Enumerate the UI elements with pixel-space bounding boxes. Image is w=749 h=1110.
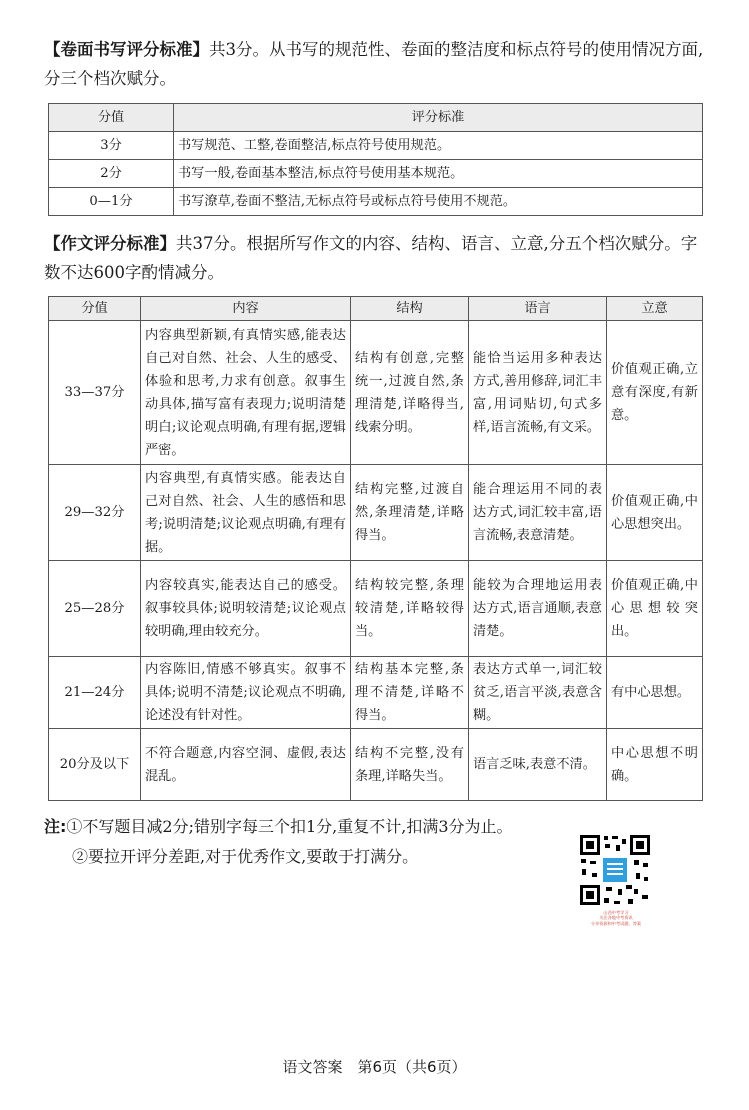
table-row bbox=[49, 561, 703, 657]
criteria-cell: 书写潦草,卷面不整洁,无标点符号或标点符号使用不规范。 bbox=[174, 188, 703, 216]
language-cell: 语言乏味,表意不清。 bbox=[469, 729, 607, 801]
content-cell: 内容典型新颖,有真情实感,能表达自己对自然、社会、人生的感受、体验和思考,力求有创意。叙事生动具体,描写富有表现力;说明清楚明白;议论观点明确,有理有据,逻辑严密。 bbox=[141, 321, 351, 465]
note-2: ②要拉开评分差距,对于优秀作文,要敢于打满分。 bbox=[72, 847, 419, 866]
essay-standard-title: 【作文评分标准】 bbox=[44, 234, 176, 253]
score-cell: 29—32分 bbox=[49, 465, 141, 561]
score-cell: 21—24分 bbox=[49, 657, 141, 729]
qr-caption-line: 关注各地中考资讯 bbox=[599, 915, 633, 921]
score-cell: 20分及以下 bbox=[49, 729, 141, 801]
language-cell: 能合理运用不同的表达方式,词汇较丰富,语言流畅,表意清楚。 bbox=[469, 465, 607, 561]
table-header-row bbox=[49, 297, 703, 321]
idea-cell: 价值观正确,中心思想较突出。 bbox=[607, 561, 703, 657]
writing-score-table bbox=[48, 103, 703, 216]
idea-cell: 中心思想不明确。 bbox=[607, 729, 703, 801]
qr-caption-line: 山西中考学习 bbox=[603, 910, 629, 915]
note-label: 注: bbox=[44, 817, 67, 836]
score-cell: 2分 bbox=[49, 160, 174, 188]
header-score: 分值 bbox=[49, 297, 141, 321]
header-idea: 立意 bbox=[607, 297, 703, 321]
writing-standard-text: 共3分。从书写的规范性、卷面的整洁度和标点符号的使用情况方面,分三个档次赋分。 bbox=[44, 40, 704, 88]
language-cell: 能较为合理地运用表达方式,语言通顺,表意清楚。 bbox=[469, 561, 607, 657]
table-row bbox=[49, 465, 703, 561]
content-cell: 内容典型,有真情实感。能表达自己对自然、社会、人生的感悟和思考;说明清楚;议论观点明确,有理有据。 bbox=[141, 465, 351, 561]
essay-standard-intro bbox=[44, 229, 710, 287]
header-score: 分值 bbox=[49, 104, 174, 132]
table-row bbox=[49, 132, 703, 160]
table-row bbox=[49, 657, 703, 729]
header-criteria: 评分标准 bbox=[174, 104, 703, 132]
qr-code bbox=[578, 833, 652, 907]
structure-cell: 结构不完整,没有条理,详略失当。 bbox=[351, 729, 469, 801]
structure-cell: 结构基本完整,条理不清楚,详略不得当。 bbox=[351, 657, 469, 729]
table-row bbox=[49, 188, 703, 216]
content-cell: 不符合题意,内容空洞、虚假,表达混乱。 bbox=[141, 729, 351, 801]
language-cell: 表达方式单一,词汇较贫乏,语言平淡,表意含糊。 bbox=[469, 657, 607, 729]
writing-standard-title: 【卷面书写评分标准】 bbox=[44, 40, 209, 59]
idea-cell: 价值观正确,中心思想突出。 bbox=[607, 465, 703, 561]
criteria-cell: 书写一般,卷面基本整洁,标点符号使用基本规范。 bbox=[174, 160, 703, 188]
score-cell: 25—28分 bbox=[49, 561, 141, 657]
structure-cell: 结构较完整,条理较清楚,详略较得当。 bbox=[351, 561, 469, 657]
writing-standard-intro bbox=[44, 35, 710, 93]
header-structure: 结构 bbox=[351, 297, 469, 321]
structure-cell: 结构有创意,完整统一,过渡自然,条理清楚,详略得当,线索分明。 bbox=[351, 321, 469, 465]
note-1-text: ①不写题目减2分;错别字每三个扣1分,重复不计,扣满3分为止。 bbox=[66, 817, 513, 836]
criteria-cell: 书写规范、工整,卷面整洁,标点符号使用规范。 bbox=[174, 132, 703, 160]
score-cell: 3分 bbox=[49, 132, 174, 160]
language-cell: 能恰当运用多种表达方式,善用修辞,词汇丰富,用词贴切,句式多样,语言流畅,有文采。 bbox=[469, 321, 607, 465]
header-content: 内容 bbox=[141, 297, 351, 321]
idea-cell: 有中心思想。 bbox=[607, 657, 703, 729]
table-row bbox=[49, 321, 703, 465]
essay-standard-text: 共37分。根据所写作文的内容、结构、语言、立意,分五个档次赋分。字数不达600字酌情减分。 bbox=[44, 234, 698, 282]
structure-cell: 结构完整,过渡自然,条理清楚,详略得当。 bbox=[351, 465, 469, 561]
table-row bbox=[49, 729, 703, 801]
qr-code-graphic bbox=[578, 833, 652, 907]
table-header-row bbox=[49, 104, 703, 132]
content-cell: 内容较真实,能表达自己的感受。叙事较具体;说明较清楚;议论观点较明确,理由较充分。 bbox=[141, 561, 351, 657]
score-cell: 33—37分 bbox=[49, 321, 141, 465]
qr-caption bbox=[574, 910, 658, 926]
page-footer: 语文答案 第6页（共6页） bbox=[282, 1058, 467, 1076]
essay-score-table bbox=[48, 296, 703, 801]
content-cell: 内容陈旧,情感不够真实。叙事不具体;说明不清楚;议论观点不明确,论述没有针对性。 bbox=[141, 657, 351, 729]
score-cell: 0—1分 bbox=[49, 188, 174, 216]
idea-cell: 价值观正确,立意有深度,有新意。 bbox=[607, 321, 703, 465]
header-language: 语言 bbox=[469, 297, 607, 321]
qr-caption-line: 分享资源和中考试题、答案 bbox=[590, 920, 642, 926]
table-row bbox=[49, 160, 703, 188]
